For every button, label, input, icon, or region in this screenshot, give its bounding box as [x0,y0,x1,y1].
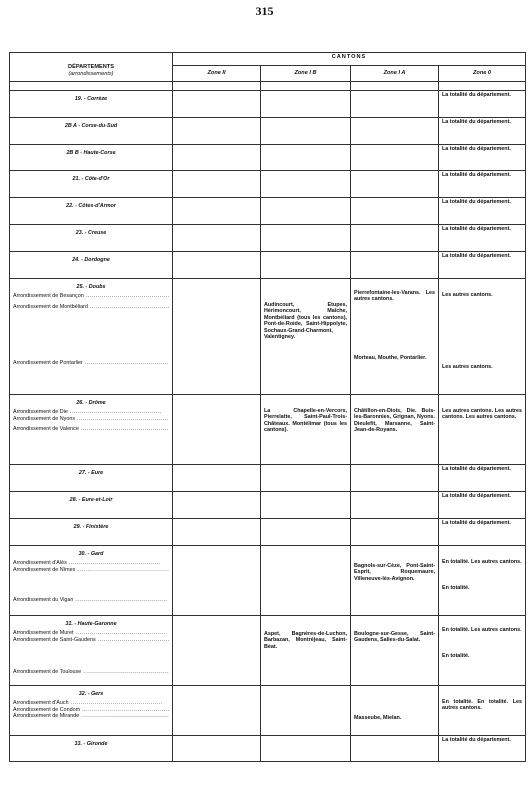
zone0-cell: Les autres cantons. Les autres cantons. Les autres cantons. [442,408,522,421]
zone0-cell: La totalité du département. [442,466,511,472]
arrondissement-label: Arrondissement de Die ..... [13,409,169,415]
arrondissement-label: Arrondissement de Toulouse ..... [13,669,169,675]
department-title: 25. - Doubs [76,284,106,290]
department-title: 33. - Gironde [74,741,108,747]
table-row [10,686,526,736]
arrondissement-label: Arrondissement du Vigan ..... [13,597,169,603]
department-title: 2B B - Haute-Corse [66,150,116,156]
table-row [10,546,526,616]
department-title: 29. - Finistère [73,524,109,530]
table-row [10,171,526,198]
zone1a-cell: Masseube, Mielan. [354,715,402,721]
zone1b-cell: Aspet, Bagnères-de-Luchon, Barbazan, Montréjeau, Saint-Béat. [264,631,347,650]
table-row [10,225,526,252]
zone0-cell: En totalité. [442,585,470,592]
zone0-cell: En totalité. Les autres cantons. [442,627,522,633]
department-title: 19. - Corrèze [74,96,108,102]
departements-label: DÉPARTEMENTS [68,64,114,71]
departements-header [10,53,173,82]
department-title: 32. - Gers [78,691,104,697]
department-title: 31. - Haute-Garonne [65,621,117,627]
department-title: 30. - Gard [78,551,104,557]
arrondissements-label: (arrondissements) [68,70,114,77]
zone-header: Zone 0 [439,66,526,82]
zone1b-cell: La Chapelle-en-Vercors, Pierrelatte, Saint-Paul-Trois-Châteaux. Montélimar (tous les cantons). [264,408,347,434]
zone0-cell: La totalité du département. [442,737,511,743]
zone0-cell: La totalité du département. [442,172,511,178]
arrondissement-label: Arrondissement de Mirande ..... [13,713,169,719]
zone0-cell: La totalité du département. [442,520,511,526]
department-title: 2B A - Corse-du-Sud [64,123,118,129]
department-title: 23. - Creuse [75,230,107,236]
department-title: 26. - Drôme [76,400,106,406]
table-row [10,252,526,279]
table-row [10,519,526,546]
zone-header: Zone I B [261,66,351,82]
table-row [10,616,526,686]
department-title: 27. - Eure [78,470,104,476]
department-title: 28. - Eure-et-Loir [69,497,113,503]
zone0-cell: La totalité du département. [442,253,511,259]
zone0-cell: Les autres cantons. [442,364,493,371]
table-row [10,736,526,762]
department-title: 21. - Côte-d'Or [72,176,110,182]
arrondissement-label: Arrondissement de Saint-Gaudens ..... [13,637,169,643]
arrondissement-label: Arrondissement d'Alès ..... [13,560,169,566]
arrondissement-label: Arrondissement de Condom ..... [13,707,169,713]
zone1a-cell: Bagnols-sur-Cèze, Pont-Saint-Esprit, Roquemaure, Villeneuve-lès-Avignon. [354,563,435,582]
arrondissement-label: Arrondissement de Valence ..... [13,426,169,432]
zone0-cell: En totalité. [442,653,470,660]
spacer-row [10,82,526,91]
arrondissement-label: Arrondissement d'Auch ..... [13,700,169,706]
zone-header: Zone II [173,66,261,82]
table-row [10,145,526,171]
table-row [10,465,526,492]
arrondissement-label: Arrondissement de Nîmes ..... [13,567,169,573]
zone1b-cell: Audincourt, Etupes, Hérimoncourt, Maîche, Montbéliard (tous les cantons), Pont-de-Roide, Saint-Hippolyte, Sochaux-Grand-Charmont, Valentigney. [264,302,347,341]
zone0-cell: En totalité. Les autres cantons. [442,559,522,565]
table-row [10,279,526,395]
zone0-cell: La totalité du département. [442,92,511,98]
zones-table [9,52,526,762]
arrondissement-label: Arrondissement de Muret ..... [13,630,169,636]
page-number: 315 [255,4,274,18]
zone0-cell: La totalité du département. [442,146,511,152]
zone0-cell: En totalité. En totalité. Les autres cantons. [442,699,522,712]
cantons-header: CANTONS [173,53,526,66]
table-row [10,198,526,225]
arrondissement-label: Arrondissement de Nyons ..... [13,416,169,422]
arrondissement-label: Arrondissement de Besançon ..... [13,293,169,299]
arrondissement-label: Arrondissement de Montbéliard ..... [13,304,169,310]
table-row [10,395,526,465]
department-title: 24. - Dordogne [72,257,110,263]
zone-header: Zone I A [351,66,439,82]
zone1a-cell: Châtillon-en-Diois, Die. Buis-les-Baronnies, Grignan, Nyons. Dieulefit, Marsanne, Saint-Jean-de-Royans. [354,408,435,434]
table-row [10,492,526,519]
table-row [10,91,526,118]
zone0-cell: La totalité du département. [442,199,511,205]
zone0-cell: Les autres cantons. [442,292,493,298]
table-row [10,118,526,145]
arrondissement-label: Arrondissement de Pontarlier ..... [13,360,169,366]
zone1a-cell: Pierrefontaine-les-Varans. Les autres cantons. [354,290,435,303]
zone1a-cell: Boulogne-sur-Gesse, Saint-Gaudens, Salies-du-Salat. [354,631,435,644]
zone0-cell: La totalité du département. [442,226,511,232]
zone0-cell: La totalité du département. [442,119,511,125]
zone1a-cell: Morteau, Mouthe, Pontarlier. [354,354,427,361]
department-title: 22. - Côtes-d'Armor [66,203,116,209]
zone0-cell: La totalité du département. [442,493,511,499]
